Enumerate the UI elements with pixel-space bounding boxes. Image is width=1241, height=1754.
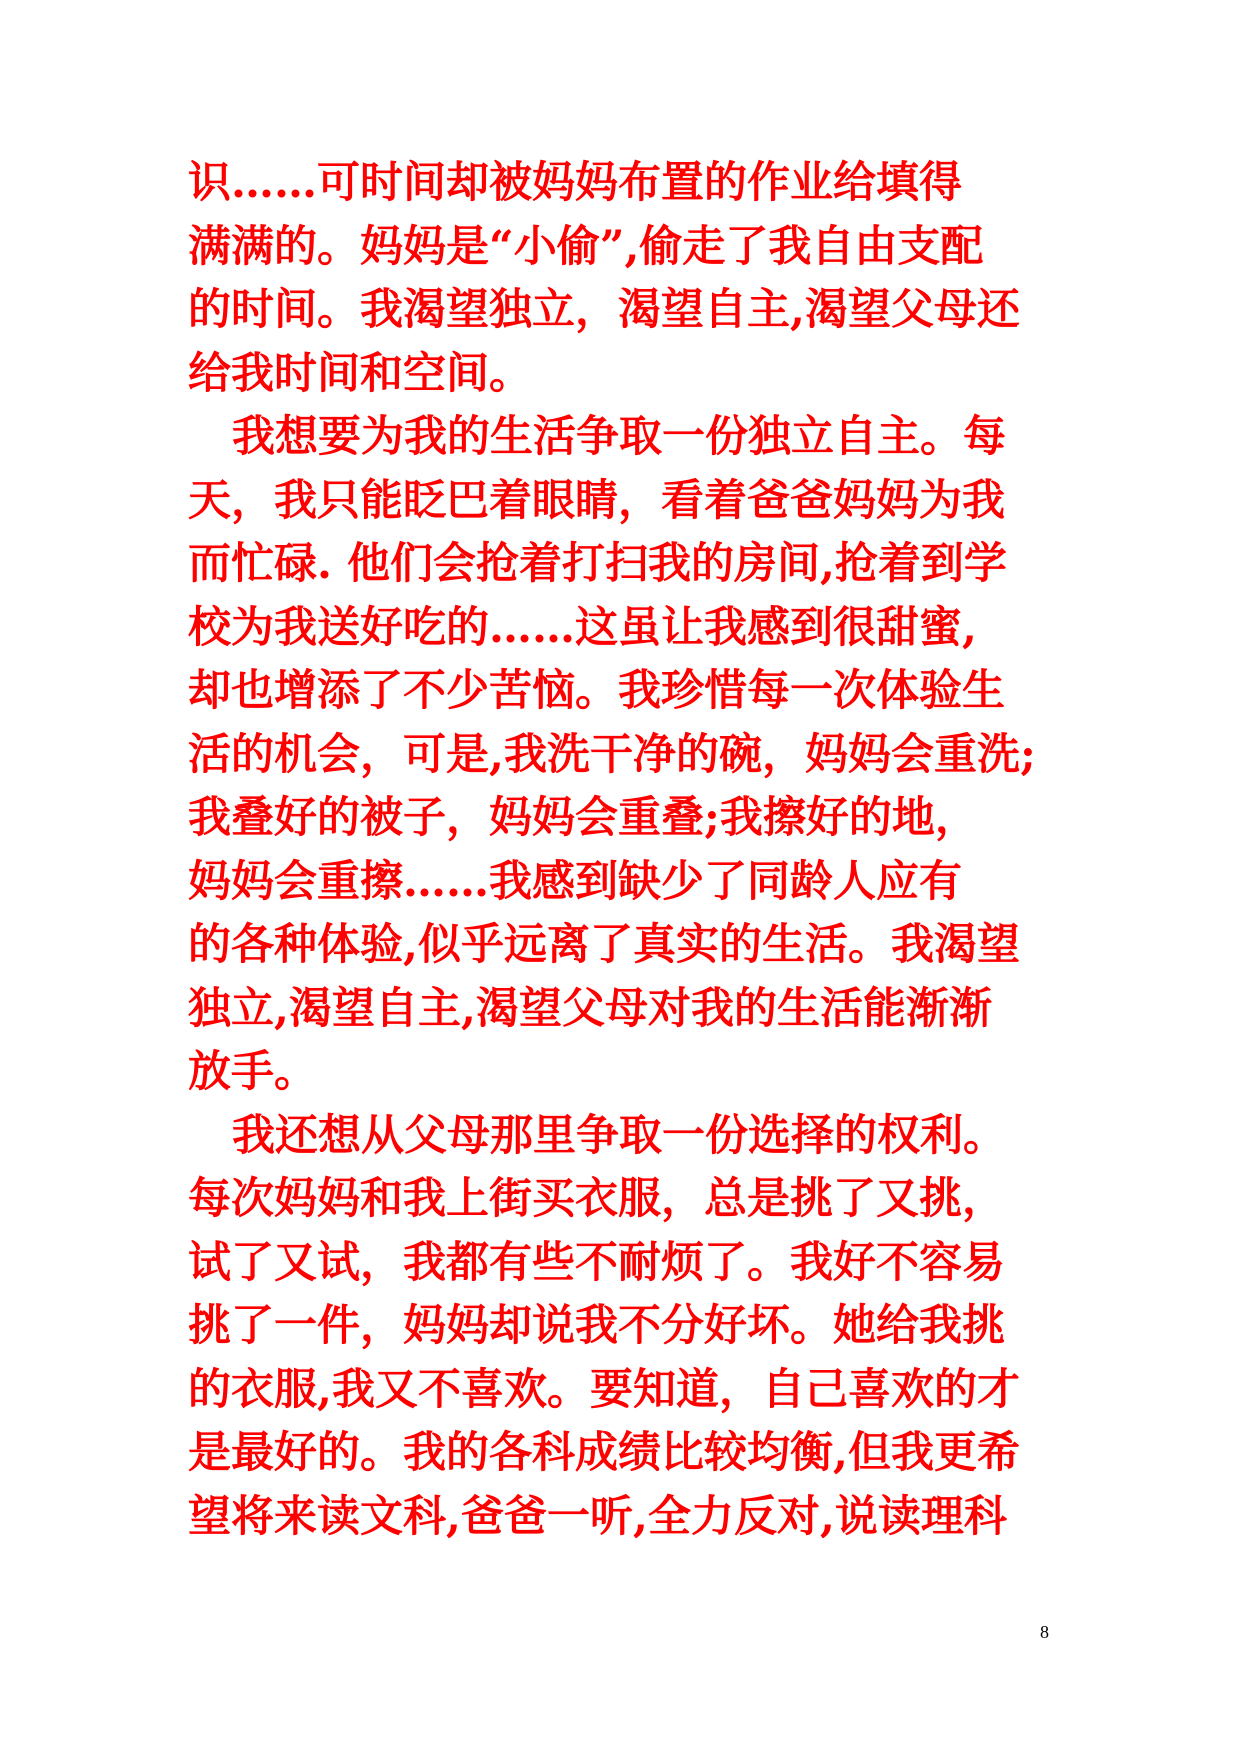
- text-line: 的衣服,我又不喜欢。要知道，自己喜欢的才: [188, 1364, 1020, 1415]
- text-line: 是最好的。我的各科成绩比较均衡,但我更希: [188, 1428, 1020, 1478]
- text-line: 给我时间和空间。: [188, 348, 532, 399]
- text-line: 望将来读文科,爸爸一听,全力反对,说读理科: [188, 1491, 1007, 1542]
- text-line: 放手。: [188, 1047, 317, 1097]
- text-line: 识……可时间却被妈妈布置的作业给填得: [188, 158, 962, 208]
- text-line: 校为我送好吃的……这虽让我感到很甜蜜,: [188, 602, 977, 653]
- page-number: 8: [1040, 1622, 1049, 1642]
- text-line: 挑了一件，妈妈却说我不分好坏。她给我挑: [188, 1301, 1005, 1351]
- text-line: 每次妈妈和我上街买衣服，总是挑了又挑，: [188, 1174, 1005, 1224]
- text-line: 满满的。妈妈是“小偷”,偷走了我自由支配: [188, 221, 984, 272]
- text-line: 而忙碌. 他们会抢着打扫我的房间,抢着到学: [188, 539, 1007, 589]
- text-line: 的各种体验,似乎远离了真实的生活。我渴望: [188, 920, 1020, 970]
- text-line: 活的机会，可是,我洗干净的碗，妈妈会重洗;: [188, 729, 1036, 780]
- text-line: 却也增添了不少苦恼。我珍惜每一次体验生: [188, 666, 1005, 716]
- paragraph-start-line: 我想要为我的生活争取一份独立自主。每: [232, 412, 1006, 462]
- text-line: 天，我只能眨巴着眼睛，看着爸爸妈妈为我: [188, 475, 1005, 526]
- text-line: 独立,渴望自主,渴望父母对我的生活能渐渐: [188, 983, 992, 1034]
- text-line: 的时间。我渴望独立，渴望自主,渴望父母还: [188, 285, 1020, 335]
- text-line: 试了又试，我都有些不耐烦了。我好不容易: [188, 1237, 1005, 1288]
- text-line: 我叠好的被子，妈妈会重叠;我擦好的地，: [188, 793, 978, 843]
- paragraph-start-line: 我还想从父母那里争取一份选择的权利。: [232, 1110, 1006, 1161]
- body-text: [188, 152, 1068, 1549]
- text-line: 妈妈会重擦……我感到缺少了同龄人应有: [188, 856, 962, 907]
